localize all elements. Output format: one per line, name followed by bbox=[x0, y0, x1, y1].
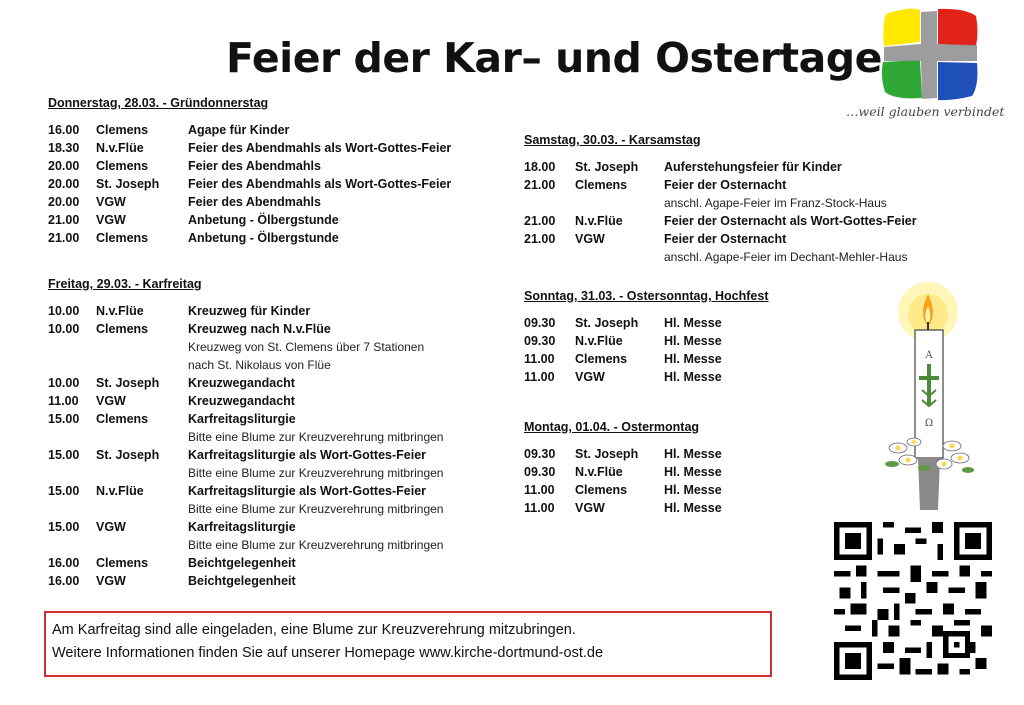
event-note: anschl. Agape-Feier im Dechant-Mehler-Haus bbox=[664, 250, 908, 264]
place: N.v.Flüe bbox=[96, 141, 144, 155]
place: N.v.Flüe bbox=[575, 214, 623, 228]
place: VGW bbox=[575, 501, 605, 515]
section-ostersonntag bbox=[524, 289, 769, 388]
place: St. Joseph bbox=[575, 447, 639, 461]
event: Kreuzweg für Kinder bbox=[188, 304, 311, 318]
event: Karfreitagsliturgie als Wort-Gottes-Feier bbox=[188, 484, 427, 498]
schedule-row bbox=[48, 394, 295, 412]
time: 15.00 bbox=[48, 520, 80, 534]
place: N.v.Flüe bbox=[96, 304, 144, 318]
place: VGW bbox=[96, 520, 126, 534]
schedule-row bbox=[524, 465, 722, 483]
event: Beichtgelegenheit bbox=[188, 574, 296, 588]
time: 11.00 bbox=[48, 394, 79, 408]
place: Clemens bbox=[575, 178, 628, 192]
place: St. Joseph bbox=[575, 160, 639, 174]
schedule-row bbox=[48, 123, 290, 141]
schedule-row bbox=[524, 178, 787, 196]
event: Hl. Messe bbox=[664, 483, 722, 497]
schedule-row bbox=[524, 501, 722, 519]
qr-code-icon[interactable] bbox=[834, 522, 992, 680]
schedule-row bbox=[48, 556, 296, 574]
schedule-row bbox=[48, 376, 295, 394]
schedule-row bbox=[48, 195, 321, 213]
info-box bbox=[44, 611, 772, 677]
place: Clemens bbox=[96, 412, 149, 426]
time: 11.00 bbox=[524, 352, 555, 366]
time: 18.00 bbox=[524, 160, 556, 174]
event: Feier des Abendmahls bbox=[188, 195, 321, 209]
place: VGW bbox=[96, 213, 126, 227]
schedule-row bbox=[48, 177, 452, 195]
time: 11.00 bbox=[524, 483, 555, 497]
schedule-row bbox=[524, 370, 769, 388]
schedule-row bbox=[48, 322, 331, 340]
time: 21.00 bbox=[524, 232, 556, 246]
time: 11.00 bbox=[524, 370, 555, 384]
section-heading: Samstag, 30.03. - Karsamstag bbox=[524, 133, 701, 147]
place: VGW bbox=[575, 370, 605, 384]
event: Kreuzwegandacht bbox=[188, 394, 295, 408]
event: Feier des Abendmahls als Wort-Gottes-Feier bbox=[188, 141, 452, 155]
time: 09.30 bbox=[524, 465, 556, 479]
event: Feier des Abendmahls als Wort-Gottes-Feier bbox=[188, 177, 452, 191]
schedule-row bbox=[48, 304, 311, 322]
event-note: Kreuzweg von St. Clemens über 7 Stationen bbox=[188, 340, 425, 354]
event-note: Bitte eine Blume zur Kreuzverehrung mitbringen bbox=[188, 538, 444, 552]
time: 21.00 bbox=[524, 178, 556, 192]
place: VGW bbox=[575, 232, 605, 246]
section-heading: Sonntag, 31.03. - Ostersonntag, Hochfest bbox=[524, 289, 769, 303]
place: Clemens bbox=[96, 322, 149, 336]
event: Hl. Messe bbox=[664, 316, 722, 330]
time: 15.00 bbox=[48, 484, 80, 498]
schedule-row bbox=[524, 447, 722, 465]
event: Karfreitagsliturgie als Wort-Gottes-Feier bbox=[188, 448, 427, 462]
schedule-row bbox=[48, 159, 321, 177]
place: Clemens bbox=[96, 159, 149, 173]
event: Hl. Messe bbox=[664, 352, 722, 366]
easter-candle-icon bbox=[884, 278, 974, 510]
event: Auferstehungsfeier für Kinder bbox=[664, 160, 842, 174]
schedule-row bbox=[48, 520, 296, 538]
event: Hl. Messe bbox=[664, 501, 722, 515]
event: Hl. Messe bbox=[664, 465, 722, 479]
section-ostermontag bbox=[524, 420, 722, 519]
omega-letter: Ω bbox=[924, 418, 934, 429]
time: 21.00 bbox=[524, 214, 556, 228]
event-note: nach St. Nikolaus von Flüe bbox=[188, 358, 331, 372]
schedule-row bbox=[524, 352, 769, 370]
schedule-row bbox=[48, 231, 339, 249]
time: 09.30 bbox=[524, 447, 556, 461]
time: 15.00 bbox=[48, 412, 80, 426]
event: Agape für Kinder bbox=[188, 123, 290, 137]
schedule-row bbox=[48, 484, 427, 502]
cross-logo-icon bbox=[880, 6, 980, 102]
place: St. Joseph bbox=[96, 448, 160, 462]
place: N.v.Flüe bbox=[96, 484, 144, 498]
time: 15.00 bbox=[48, 448, 80, 462]
schedule-row bbox=[524, 334, 769, 352]
place: Clemens bbox=[96, 123, 149, 137]
schedule-row bbox=[48, 213, 339, 231]
time: 11.00 bbox=[524, 501, 555, 515]
time: 10.00 bbox=[48, 322, 80, 336]
schedule-row bbox=[48, 412, 296, 430]
section-gruendonnerstag bbox=[48, 96, 452, 249]
section-heading: Freitag, 29.03. - Karfreitag bbox=[48, 277, 202, 291]
event: Kreuzweg nach N.v.Flüe bbox=[188, 322, 331, 336]
event: Beichtgelegenheit bbox=[188, 556, 296, 570]
time: 20.00 bbox=[48, 177, 80, 191]
place: Clemens bbox=[575, 483, 628, 497]
event: Anbetung - Ölbergstunde bbox=[188, 231, 339, 245]
place: VGW bbox=[96, 394, 126, 408]
event: Feier der Osternacht als Wort-Gottes-Feier bbox=[664, 214, 917, 228]
schedule-row bbox=[524, 232, 787, 250]
schedule-row bbox=[524, 160, 842, 178]
event: Hl. Messe bbox=[664, 370, 722, 384]
schedule-row bbox=[524, 316, 769, 334]
time: 09.30 bbox=[524, 334, 556, 348]
event: Feier der Osternacht bbox=[664, 232, 787, 246]
event: Karfreitagsliturgie bbox=[188, 412, 296, 426]
schedule-row bbox=[48, 448, 427, 466]
time: 21.00 bbox=[48, 231, 80, 245]
time: 20.00 bbox=[48, 195, 80, 209]
place: Clemens bbox=[96, 556, 149, 570]
event: Feier des Abendmahls bbox=[188, 159, 321, 173]
place: St. Joseph bbox=[575, 316, 639, 330]
section-heading: Montag, 01.04. - Ostermontag bbox=[524, 420, 700, 434]
section-karfreitag bbox=[48, 277, 444, 592]
event-note: Bitte eine Blume zur Kreuzverehrung mitbringen bbox=[188, 466, 444, 480]
time: 21.00 bbox=[48, 213, 80, 227]
event-note: Bitte eine Blume zur Kreuzverehrung mitbringen bbox=[188, 502, 444, 516]
schedule-row bbox=[524, 483, 722, 501]
alpha-letter: A bbox=[925, 350, 933, 361]
place: N.v.Flüe bbox=[575, 334, 623, 348]
event: Kreuzwegandacht bbox=[188, 376, 295, 390]
time: 16.00 bbox=[48, 556, 80, 570]
event: Hl. Messe bbox=[664, 334, 722, 348]
section-heading: Donnerstag, 28.03. - Gründonnerstag bbox=[48, 96, 269, 110]
place: VGW bbox=[96, 574, 126, 588]
event: Feier der Osternacht bbox=[664, 178, 787, 192]
place: St. Joseph bbox=[96, 376, 160, 390]
place: N.v.Flüe bbox=[575, 465, 623, 479]
time: 10.00 bbox=[48, 304, 80, 318]
place: VGW bbox=[96, 195, 126, 209]
time: 09.30 bbox=[524, 316, 556, 330]
event-note: Bitte eine Blume zur Kreuzverehrung mitbringen bbox=[188, 430, 444, 444]
time: 16.00 bbox=[48, 574, 80, 588]
schedule-row bbox=[48, 574, 296, 592]
info-line-invitation: Am Karfreitag sind alle eingeladen, eine Blume zur Kreuzverehrung mitzubringen. bbox=[52, 622, 576, 638]
schedule-row bbox=[524, 214, 917, 232]
time: 20.00 bbox=[48, 159, 80, 173]
tagline: …weil glauben verbindet bbox=[846, 104, 1005, 119]
event: Hl. Messe bbox=[664, 447, 722, 461]
time: 18.30 bbox=[48, 141, 80, 155]
schedule-row bbox=[48, 141, 452, 159]
place: Clemens bbox=[575, 352, 628, 366]
time: 16.00 bbox=[48, 123, 80, 137]
event-note: anschl. Agape-Feier im Franz-Stock-Haus bbox=[664, 196, 887, 210]
section-karsamstag bbox=[524, 133, 917, 268]
event: Anbetung - Ölbergstunde bbox=[188, 213, 339, 227]
event: Karfreitagsliturgie bbox=[188, 520, 296, 534]
place: St. Joseph bbox=[96, 177, 160, 191]
time: 10.00 bbox=[48, 376, 80, 390]
page-title: Feier der Kar– und Ostertage bbox=[226, 34, 882, 82]
info-line-homepage: Weitere Informationen finden Sie auf unserer Homepage www.kirche-dortmund-ost.de bbox=[52, 645, 604, 661]
place: Clemens bbox=[96, 231, 149, 245]
